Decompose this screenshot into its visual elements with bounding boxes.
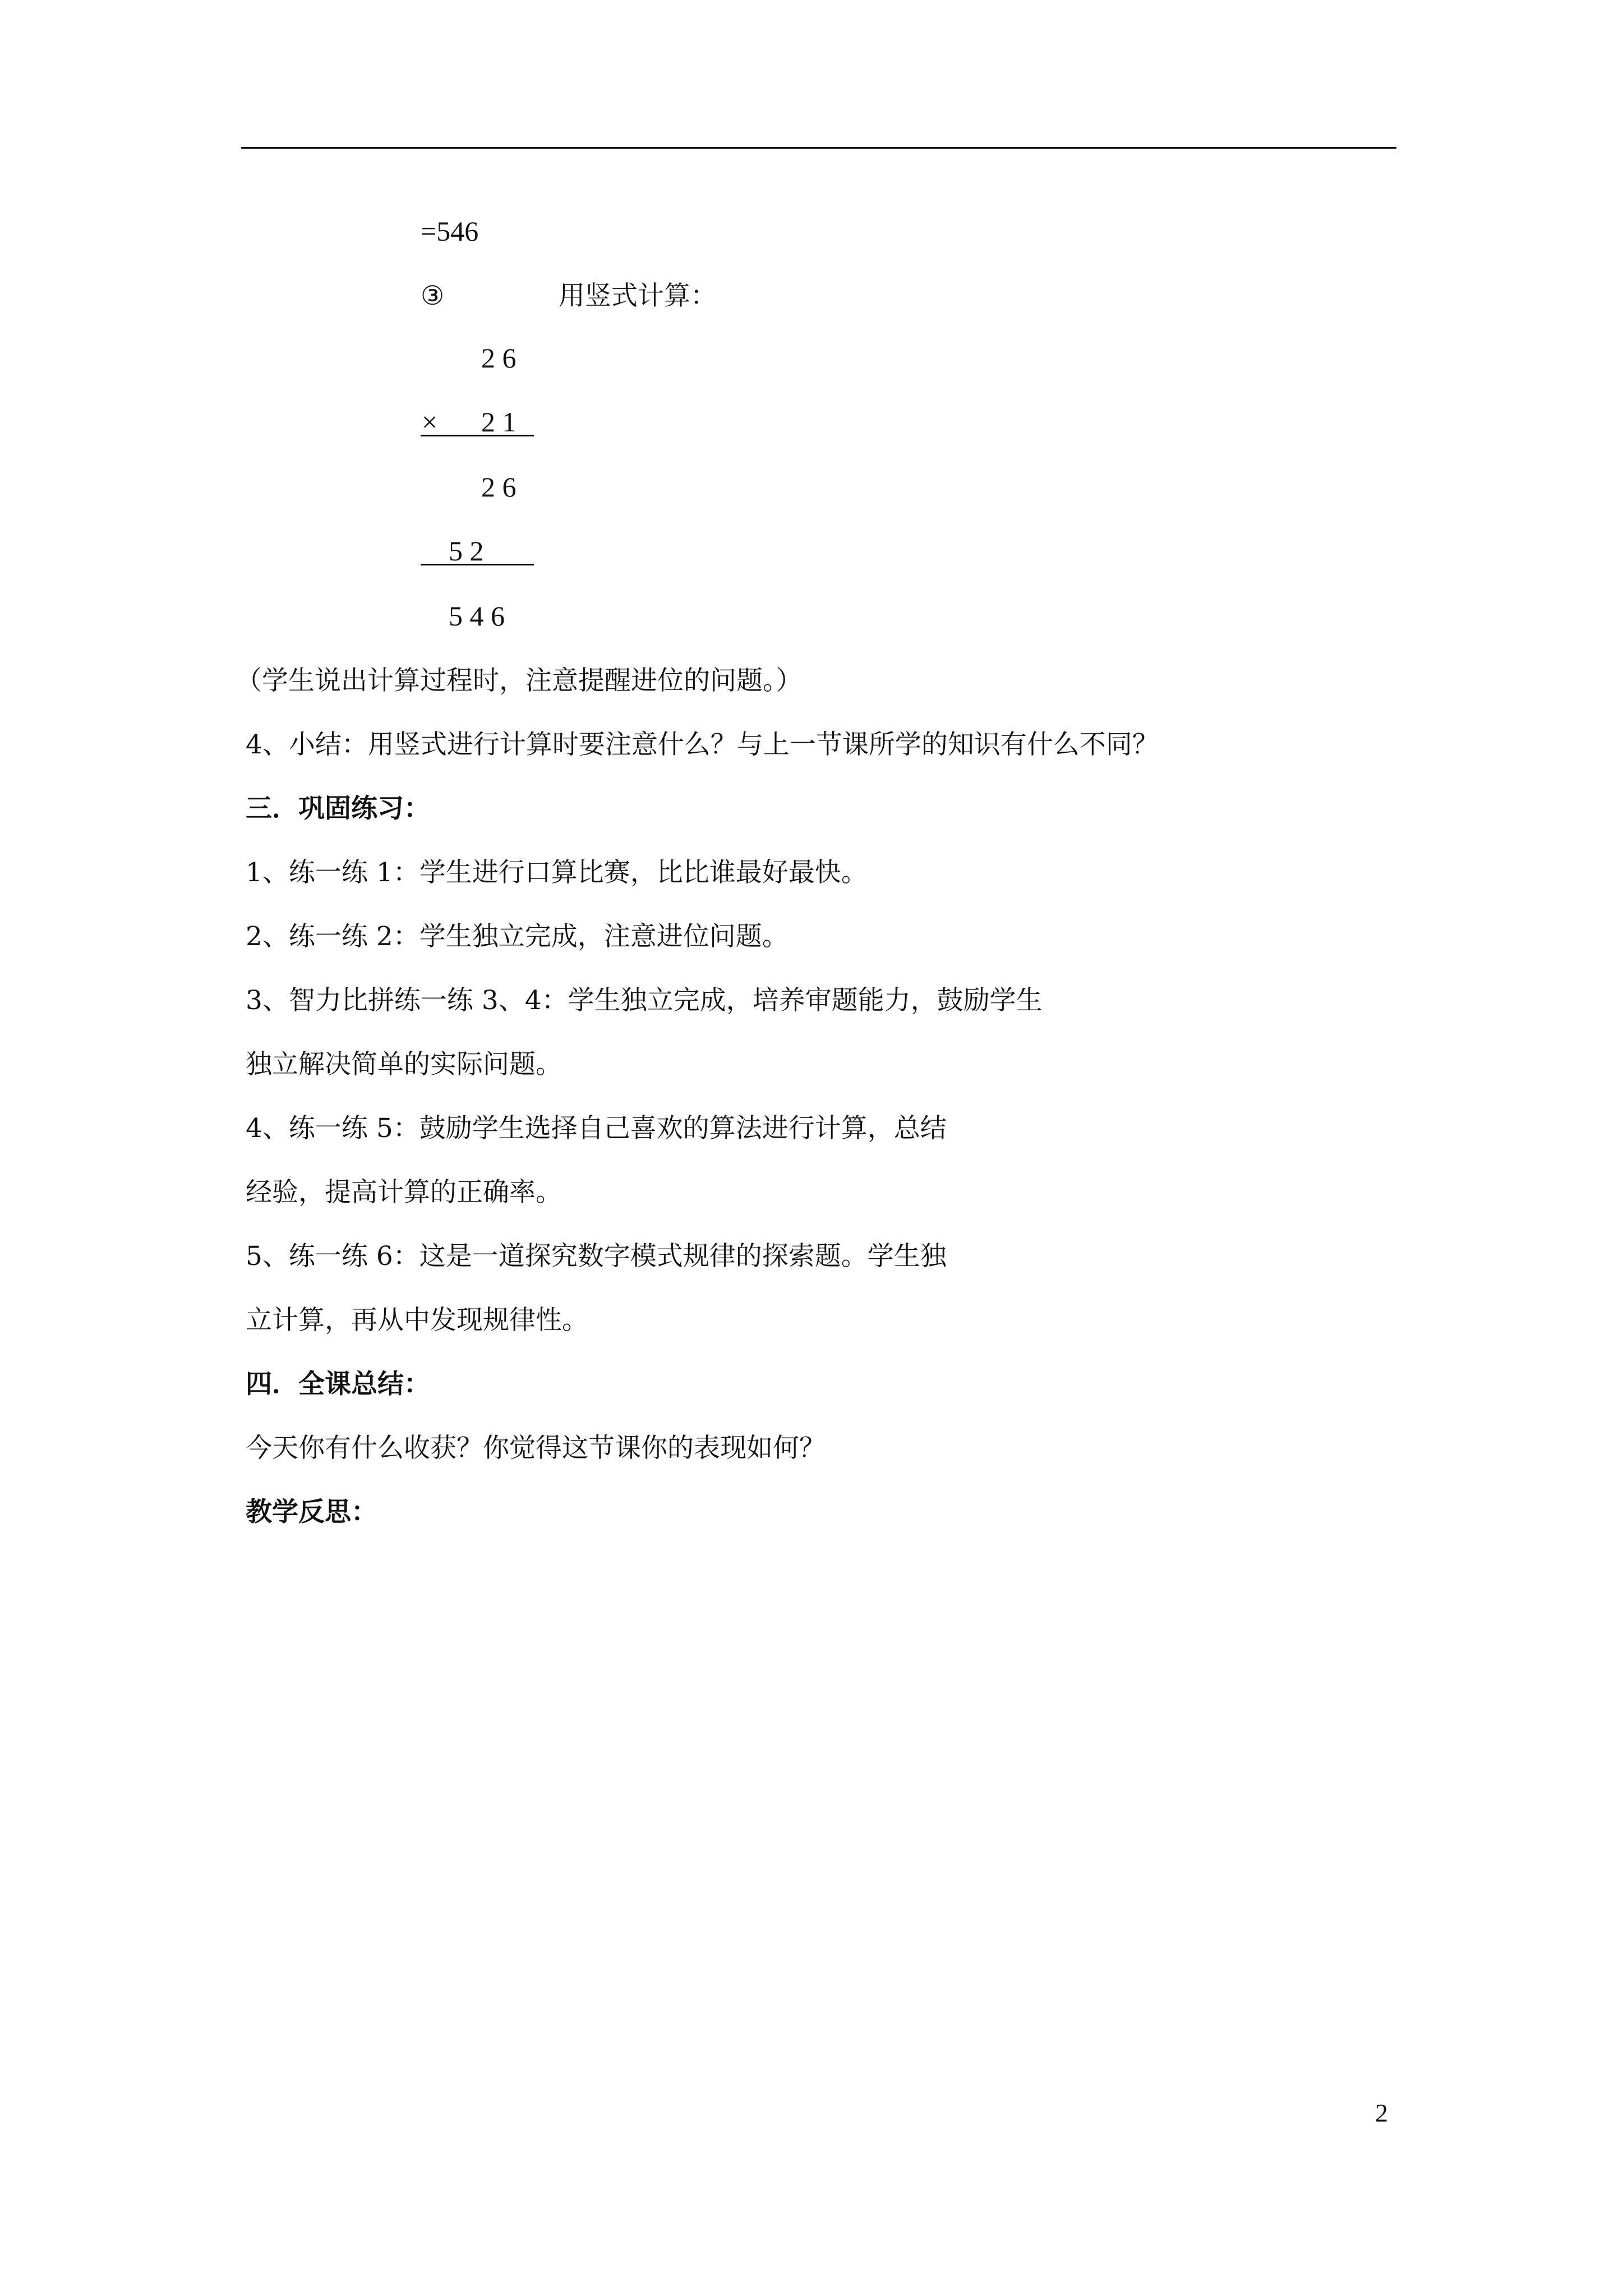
summary-item: 4、小结：用竖式进行计算时要注意什么？与上一节课所学的知识有什么不同？	[246, 729, 1159, 760]
practice-item: 2、练一练 2：学生独立完成，注意进位问题。	[246, 921, 789, 952]
sum-underline	[421, 564, 534, 565]
partial-product-1: 2 6	[481, 471, 517, 503]
teacher-note: （学生说出计算过程时，注意提醒进位的问题。）	[236, 665, 803, 696]
practice-item: 1、练一练 1：学生进行口算比赛，比比谁最好最快。	[246, 857, 868, 888]
practice-item-continued: 立计算，再从中发现规律性。	[246, 1305, 588, 1336]
multiplier: 2 1	[481, 406, 517, 438]
section-4-text: 今天你有什么收获？你觉得这节课你的表现如何？	[246, 1433, 826, 1464]
times-operator: ×	[422, 406, 438, 438]
final-product: 5 4 6	[449, 600, 505, 632]
practice-item-continued: 经验，提高计算的正确率。	[246, 1177, 562, 1208]
page-number: 2	[1375, 2099, 1388, 2127]
equation-result: =546	[421, 215, 479, 247]
section-4-heading: 四．全课总结：	[246, 1369, 430, 1400]
multiplication-underline	[421, 435, 534, 436]
multiplicand: 2 6	[481, 342, 517, 374]
step-marker: ③	[421, 280, 445, 311]
section-3-heading: 三．巩固练习：	[246, 793, 430, 824]
practice-item: 3、智力比拼练一练 3、4：学生独立完成，培养审题能力，鼓励学生	[246, 985, 1043, 1016]
reflection-heading: 教学反思：	[246, 1497, 377, 1527]
header-rule	[241, 147, 1396, 149]
practice-item: 4、练一练 5：鼓励学生选择自己喜欢的算法进行计算，总结	[246, 1113, 947, 1144]
practice-item: 5、练一练 6：这是一道探究数字模式规律的探索题。学生独	[246, 1241, 947, 1272]
partial-product-2: 5 2	[449, 535, 484, 567]
practice-item-continued: 独立解决简单的实际问题。	[246, 1049, 562, 1080]
step-text: 用竖式计算：	[559, 280, 717, 311]
